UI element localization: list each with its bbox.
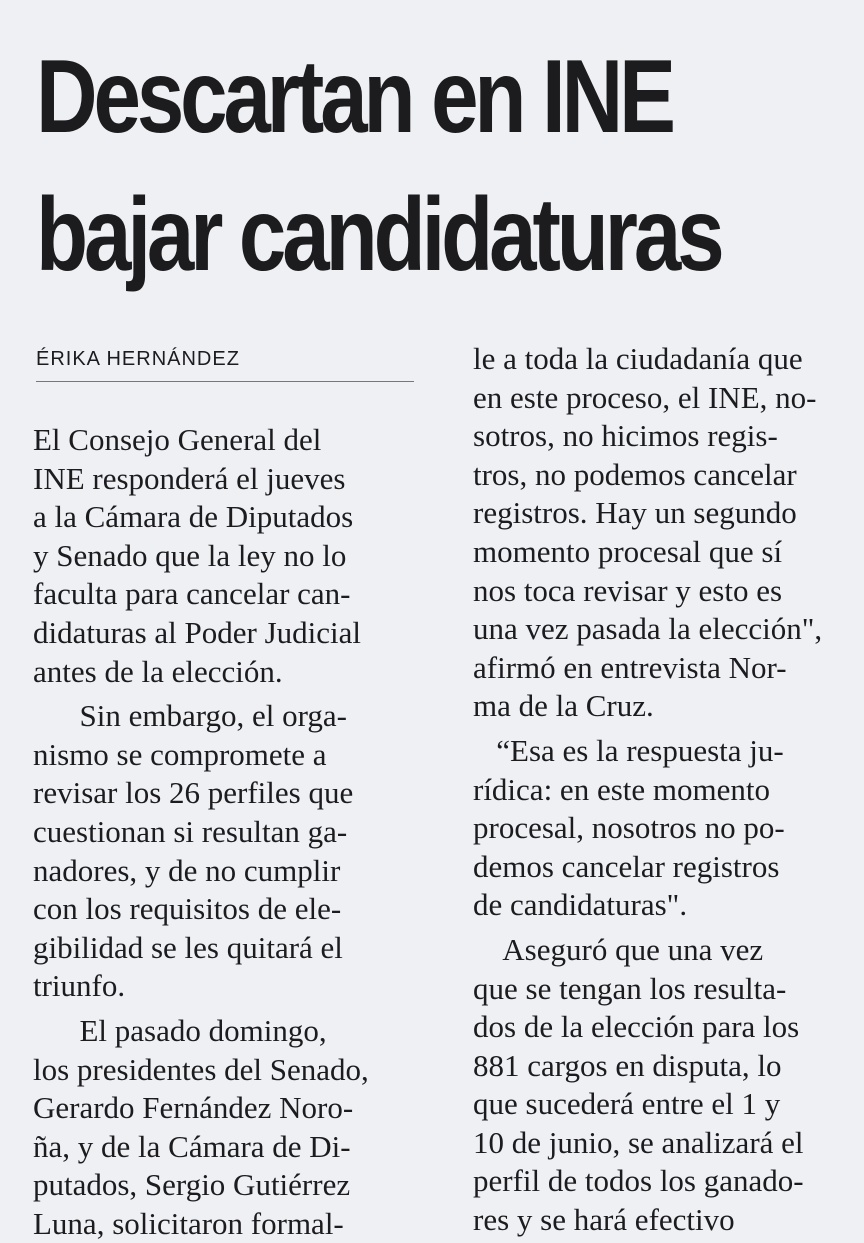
article-line: revisar los 26 perfiles que (33, 775, 354, 811)
article-line: Luna, solicitaron formal- (33, 1205, 344, 1241)
article-line: triunfo. (33, 968, 126, 1004)
article-line: con los requisitos de ele- (33, 891, 342, 927)
article-line: registros. Hay un segundo (473, 495, 797, 531)
article-line: procesal, nosotros no po- (473, 810, 785, 846)
article-line: ma de la Cruz. (473, 688, 654, 724)
article-line: que se tengan los resulta- (473, 970, 787, 1006)
headline (36, 28, 721, 304)
article-line: tros, no podemos cancelar (473, 456, 797, 492)
article-line: demos cancelar registros (473, 848, 780, 884)
article-line: El pasado domingo, (33, 1012, 327, 1048)
article-line: de candidaturas". (473, 887, 688, 923)
article-line: res y se hará efectivo (473, 1202, 735, 1238)
article-line: perfil de todos los ganado- (473, 1163, 804, 1199)
article-line: le a toda la ciudadanía que (473, 341, 803, 376)
article-line: ña, y de la Cámara de Di- (33, 1128, 351, 1164)
article-line: didaturas al Poder Judicial (33, 614, 361, 650)
article-line: que sucederá entre el 1 y (473, 1086, 781, 1122)
article-line: rídica: en este momento (473, 771, 770, 807)
headline-line: bajar candidaturas (36, 177, 721, 293)
article-line: 881 cargos en disputa, lo (473, 1047, 782, 1083)
article-line: nadores, y de no cumplir (33, 852, 341, 888)
article-line: sotros, no hicimos regis- (473, 418, 778, 454)
article-line: antes de la elección. (33, 653, 283, 689)
article-line: El Consejo General del (33, 422, 322, 457)
article-line: en este proceso, el INE, no- (473, 379, 817, 415)
article-line: 10 de junio, se analizará el (473, 1124, 804, 1160)
article-line: Gerardo Fernández Noro- (33, 1090, 354, 1126)
article-line: momento procesal que sí (473, 533, 783, 569)
article-line: cuestionan si resultan ga- (33, 813, 348, 849)
article-line: los presidentes del Senado, (33, 1051, 369, 1087)
article-line: a la Cámara de Diputados (33, 499, 354, 535)
article-line: faculta para cancelar can- (33, 576, 351, 612)
article-column-right (473, 340, 864, 1240)
article-line: Sin embargo, el orga- (33, 698, 347, 734)
article-line: una vez pasada la elección", (473, 611, 823, 647)
article-line: putados, Sergio Gutiérrez (33, 1167, 351, 1203)
article-line: nos toca revisar y esto es (473, 572, 783, 608)
article-line: afirmó en entrevista Nor- (473, 649, 787, 685)
byline: ÉRIKA HERNÁNDEZ (36, 348, 414, 382)
article-line: y Senado que la ley no lo (33, 537, 347, 573)
headline-line: Descartan en INE (36, 39, 672, 155)
article-line: nismo se compromete a (33, 736, 327, 772)
article-line: gibilidad se les quitará el (33, 929, 343, 965)
article-line: “Esa es la respuesta ju- (473, 732, 784, 768)
article-line: INE responderá el jueves (33, 460, 346, 496)
article-column-left (33, 421, 419, 1243)
article-line: Aseguró que una vez (473, 931, 764, 967)
article-line: dos de la elección para los (473, 1009, 800, 1045)
